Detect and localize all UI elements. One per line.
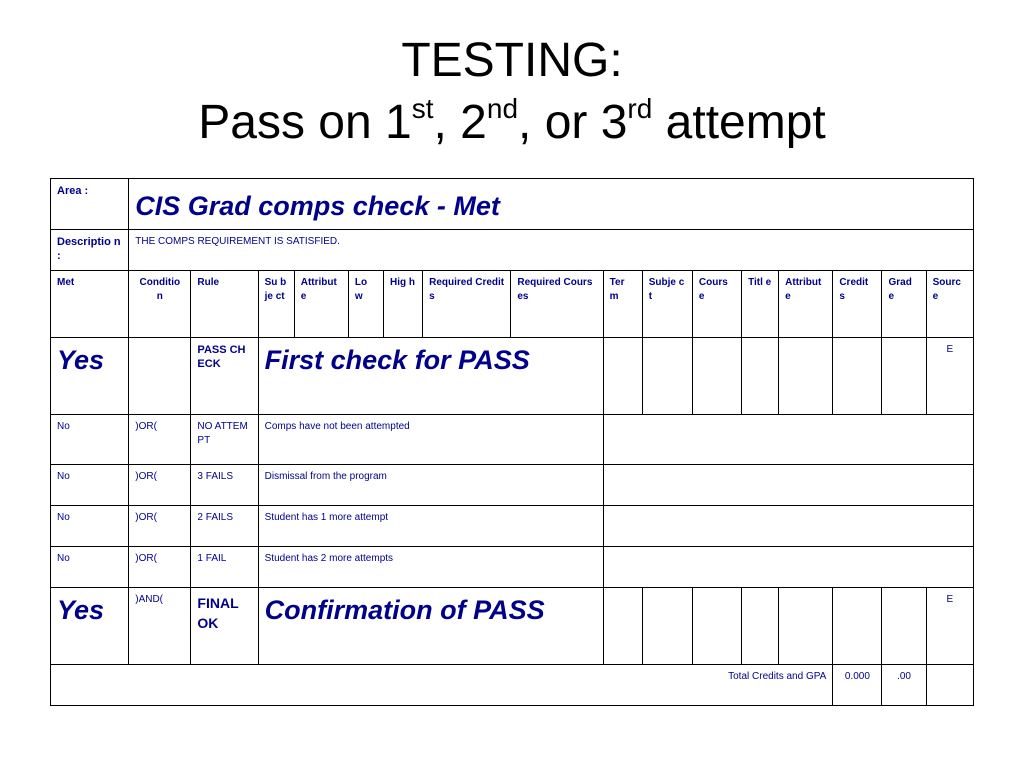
row-source: E: [926, 338, 973, 415]
header-row: [51, 271, 974, 338]
table-row: [51, 547, 974, 588]
row-condition: )OR(: [129, 506, 191, 547]
row-credits: [833, 588, 882, 665]
header-met: Met: [51, 271, 129, 338]
row-attribute: [779, 588, 833, 665]
row-course: [692, 588, 741, 665]
row-condition: )OR(: [129, 465, 191, 506]
header-required-courses: Required Courses: [511, 271, 603, 338]
row-empty: [603, 465, 973, 506]
row-empty: [603, 506, 973, 547]
table-row: [51, 465, 974, 506]
row-rule: 3 FAILS: [191, 465, 258, 506]
row-text: Dismissal from the program: [258, 465, 603, 506]
table-row: [51, 588, 974, 665]
row-text: Comps have not been attempted: [258, 415, 603, 465]
title-line-2: [0, 92, 1024, 154]
title-sup-st: st: [411, 93, 434, 124]
row-rule: PASS CHECK: [191, 338, 258, 415]
row-rule: 2 FAILS: [191, 506, 258, 547]
row-text: Student has 1 more attempt: [258, 506, 603, 547]
row-condition: )AND(: [129, 588, 191, 665]
row-grade: [882, 588, 926, 665]
title-line-1: TESTING:: [401, 34, 623, 87]
row-attribute: [779, 338, 833, 415]
row-subject: [642, 588, 692, 665]
totals-grade: .00: [882, 665, 926, 706]
row-term: [603, 588, 642, 665]
row-met: No: [51, 465, 129, 506]
header-term: Ter m: [603, 271, 642, 338]
description-row: [51, 230, 974, 271]
row-met: Yes: [51, 338, 129, 415]
row-empty: [603, 415, 973, 465]
audit-table: [50, 178, 974, 706]
header-grade: Grad e: [882, 271, 926, 338]
row-condition: )OR(: [129, 547, 191, 588]
title-text-d: attempt: [652, 96, 826, 149]
row-term: [603, 338, 642, 415]
title-sup-nd: nd: [486, 93, 519, 124]
row-subject: [642, 338, 692, 415]
row-text: Student has 2 more attempts: [258, 547, 603, 588]
header-subject: Su bje ct: [258, 271, 294, 338]
header-attribute: Attribut e: [294, 271, 348, 338]
row-course: [692, 338, 741, 415]
header-low: Lo w: [348, 271, 383, 338]
area-label: Area :: [51, 179, 129, 230]
totals-credits: 0.000: [833, 665, 882, 706]
row-credits: [833, 338, 882, 415]
title-sup-rd: rd: [627, 93, 653, 124]
description-value: THE COMPS REQUIREMENT IS SATISFIED.: [129, 230, 974, 271]
totals-source: [926, 665, 973, 706]
slide-title: [0, 30, 1024, 154]
row-met: No: [51, 547, 129, 588]
header-rule: Rule: [191, 271, 258, 338]
header-credits: Credit s: [833, 271, 882, 338]
totals-label: Total Credits and GPA: [51, 665, 833, 706]
area-value: CIS Grad comps check - Met: [129, 179, 974, 230]
header-condition: Conditio n: [129, 271, 191, 338]
row-grade: [882, 338, 926, 415]
row-met: No: [51, 415, 129, 465]
row-title: [742, 588, 779, 665]
header-source: Sourc e: [926, 271, 973, 338]
row-empty: [603, 547, 973, 588]
row-condition: [129, 338, 191, 415]
header-attribute-2: Attribut e: [779, 271, 833, 338]
row-rule: FINAL OK: [191, 588, 258, 665]
header-high: Hig h: [384, 271, 423, 338]
header-title: Titl e: [742, 271, 779, 338]
row-condition: )OR(: [129, 415, 191, 465]
row-text: First check for PASS: [258, 338, 603, 415]
title-text-c: , or 3: [518, 96, 628, 149]
header-course: Cours e: [692, 271, 741, 338]
row-rule: NO ATTEMPT: [191, 415, 258, 465]
area-row: [51, 179, 974, 230]
description-label: Descriptio n :: [51, 230, 129, 271]
row-text: Confirmation of PASS: [258, 588, 603, 665]
table-row: [51, 338, 974, 415]
row-title: [742, 338, 779, 415]
row-source: E: [926, 588, 973, 665]
header-required-credits: Required Credits: [423, 271, 511, 338]
row-rule: 1 FAIL: [191, 547, 258, 588]
title-text-a: Pass on 1: [198, 96, 412, 149]
totals-row: [51, 665, 974, 706]
title-text-b: , 2: [433, 96, 487, 149]
row-met: No: [51, 506, 129, 547]
table-row: [51, 415, 974, 465]
table-row: [51, 506, 974, 547]
row-met: Yes: [51, 588, 129, 665]
header-subject-2: Subje ct: [642, 271, 692, 338]
